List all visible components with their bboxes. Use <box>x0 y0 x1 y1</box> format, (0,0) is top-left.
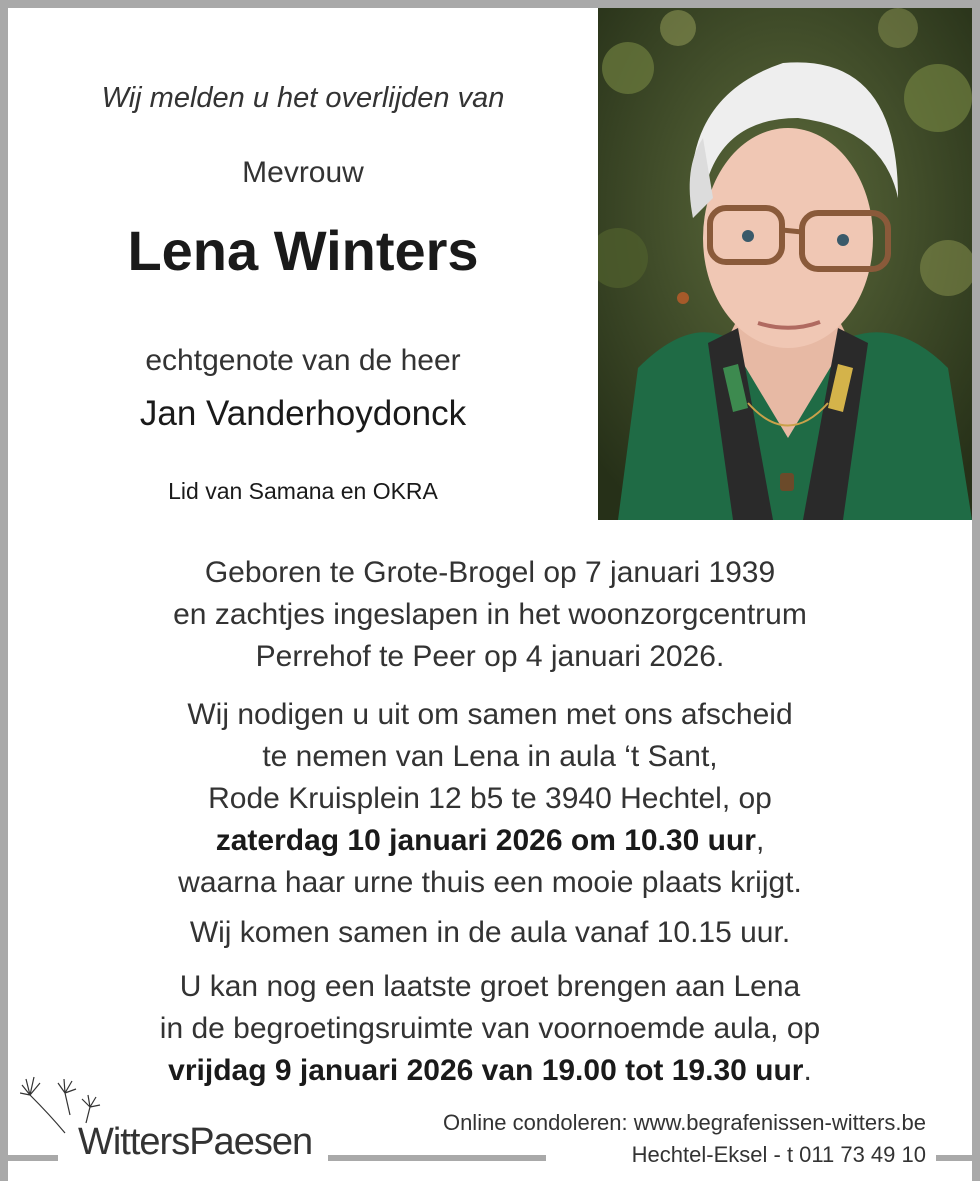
funeral-home-logo <box>20 1075 320 1170</box>
ceremony-line-3: Rode Kruisplein 12 b5 te 3940 Hechtel, op <box>208 782 772 815</box>
intro-line: Wij melden u het overlijden van <box>101 82 505 114</box>
birth-line-2: en zachtjes ingeslapen in het woonzorgcentrum <box>173 598 807 631</box>
visitation-paragraph <box>8 966 972 1092</box>
visitation-line-1: U kan nog een laatste groet brengen aan Lena <box>179 970 801 1003</box>
salutation: Mevrouw <box>242 156 364 189</box>
ceremony-paragraph <box>8 694 972 904</box>
membership-line: Lid van Samana en OKRA <box>168 478 438 504</box>
ceremony-datetime: zaterdag 10 januari 2026 om 10.30 uur <box>215 824 756 857</box>
footer-rule-right <box>936 1155 980 1161</box>
footer-rule-left <box>0 1155 58 1161</box>
deceased-name: Lena Winters <box>127 219 479 282</box>
gathering-paragraph <box>8 912 972 954</box>
portrait-photo <box>598 8 972 520</box>
gathering-line: Wij komen samen in de aula vanaf 10.15 uur. <box>189 916 791 949</box>
birth-paragraph <box>8 552 972 678</box>
birth-line-3: Perrehof te Peer op 4 januari 2026. <box>255 640 725 673</box>
spouse-intro: echtgenote van de heer <box>145 344 461 377</box>
footer-rule-middle <box>328 1155 546 1161</box>
condolence-link[interactable]: Online condoleren: www.begrafenissen-witters.be <box>442 1110 926 1135</box>
frame-left-border <box>0 0 8 1181</box>
visitation-line-2: in de begroetingsruimte van voornoemde aula, op <box>159 1012 821 1045</box>
ceremony-datetime-line <box>8 820 972 862</box>
ceremony-line-5: waarna haar urne thuis een mooie plaats krijgt. <box>178 866 802 899</box>
ceremony-line-1: Wij nodigen u uit om samen met ons afscheid <box>187 698 793 731</box>
ceremony-line-2: te nemen van Lena in aula ‘t Sant, <box>262 740 718 773</box>
logo-wordmark: WittersPaesen <box>78 1121 313 1163</box>
spouse-name: Jan Vanderhoydonck <box>139 394 467 433</box>
visitation-datetime-suffix: . <box>803 1054 812 1087</box>
visitation-datetime: vrijdag 9 januari 2026 van 19.00 tot 19.30 uur <box>168 1054 804 1087</box>
birth-line-1: Geboren te Grote-Brogel op 7 januari 1939 <box>204 556 776 589</box>
frame-top-border <box>0 0 980 8</box>
ceremony-datetime-suffix: , <box>755 824 765 857</box>
contact-line: Hechtel-Eksel - t 011 73 49 10 <box>631 1142 926 1167</box>
frame-right-border <box>972 0 980 1181</box>
